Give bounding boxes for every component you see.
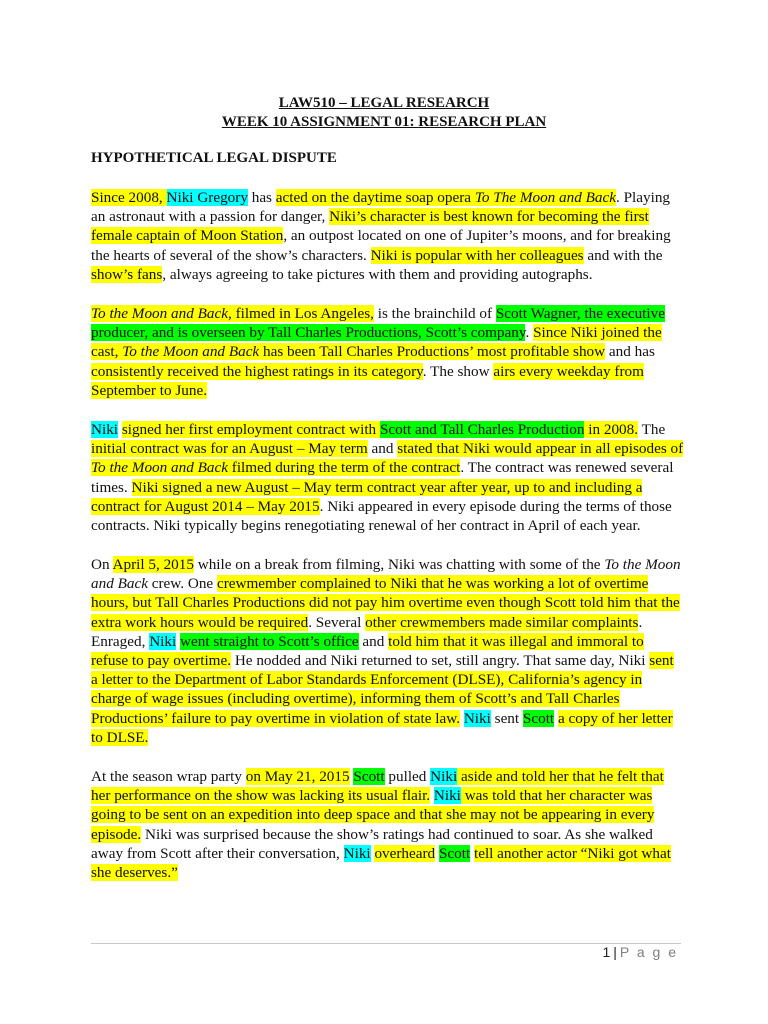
highlighted-text: To the Moon and Back [91, 459, 228, 477]
text-run: and has [605, 343, 655, 361]
highlighted-text: Niki [91, 421, 119, 438]
highlighted-text: female captain of Moon Station [91, 227, 284, 245]
text-run: . The contract was renewed several [460, 459, 674, 477]
text-line [91, 342, 681, 361]
text-run: away from Scott after their conversation, [91, 844, 344, 862]
highlighted-text: episode. [91, 825, 142, 843]
text-run: Enraged, [91, 632, 150, 650]
highlighted-text: To the Moon and Back [91, 305, 228, 322]
text-run: . [638, 613, 643, 631]
highlighted-text: on May 21, 2015 [245, 768, 350, 785]
highlighted-text: to DLSE. [91, 728, 149, 746]
highlighted-text: hours, but Tall Charles Productions did not pay him overtime even though Scott told him that the [91, 594, 680, 612]
page-label: P a g e [619, 944, 678, 960]
highlighted-text: initial contract was for an August – May term [91, 440, 368, 458]
highlighted-text: signed her first employment contract with [121, 421, 380, 438]
text-run: times. [91, 478, 132, 496]
text-line [91, 651, 681, 670]
text-run: is the brainchild of [373, 305, 496, 322]
highlighted-text: extra work hours would be required [91, 613, 309, 631]
highlighted-text: has been Tall Charles Productions’ most profitable show [259, 343, 606, 361]
text-run: . Niki appeared in every episode during the terms of those [319, 497, 672, 515]
highlighted-text: she deserves.” [91, 863, 178, 881]
text-line [91, 555, 681, 574]
text-run: Niki was surprised because the show’s ratings had continued to soar. As she walked [141, 825, 653, 843]
text-line [91, 516, 681, 535]
text-line [91, 420, 681, 439]
text-run: while on a break from filming, Niki was chatting with some of the [193, 556, 605, 573]
highlighted-text: crewmember complained to Niki that he was working a lot of overtime [216, 575, 649, 593]
highlighted-text: cast, [91, 343, 123, 361]
highlighted-text: Niki’s character is best known for becoming the first [329, 208, 649, 226]
text-run: . The show [422, 362, 494, 380]
text-run: crew. One [147, 575, 217, 593]
paragraph-5 [91, 767, 681, 882]
text-line [91, 478, 681, 497]
highlighted-text: acted on the daytime soap opera [275, 189, 475, 206]
text-line [91, 458, 681, 477]
highlighted-text: Scott [353, 768, 385, 785]
highlighted-text: charge of wage issues (including overtime), informing them of Scott’s and Tall Charles [91, 690, 620, 708]
text-line [91, 304, 681, 323]
text-line [91, 767, 681, 786]
highlighted-text: Niki signed a new August – May term contract year after year, up to and including a [131, 478, 643, 496]
section-heading: HYPOTHETICAL LEGAL DISPUTE [91, 150, 337, 166]
text-line [91, 362, 681, 381]
highlighted-text: September to June. [91, 381, 207, 399]
highlighted-text: overheard [374, 844, 436, 862]
highlighted-text: told him that it was illegal and immoral to [388, 632, 644, 650]
page-number: 1 [602, 944, 611, 960]
highlighted-text: Productions’ failure to pay overtime in violation of state law. [91, 709, 461, 727]
page-footer [602, 944, 678, 960]
highlighted-text: Scott and Tall Charles Production [379, 421, 585, 438]
paragraph-2 [91, 304, 681, 400]
footer-divider [91, 943, 681, 944]
text-run: , always agreeing to take pictures with them and providing autographs. [162, 265, 593, 283]
highlighted-text: her performance on the show was lacking its usual flair. [91, 787, 431, 805]
text-run: contracts. Niki typically begins renegotiating renewal of her contract in April of each year. [91, 516, 641, 534]
highlighted-text: Scott [522, 709, 555, 727]
highlighted-text: Since Niki joined the [533, 324, 662, 342]
highlighted-text: Niki [433, 787, 461, 805]
paragraph-3 [91, 420, 684, 535]
text-line [91, 709, 681, 728]
highlighted-text: Since 2008, [91, 189, 167, 206]
text-run: At the season wrap party [91, 768, 246, 785]
text-line [91, 188, 681, 207]
text-line [91, 689, 681, 708]
highlighted-text: , filmed in Los Angeles, [227, 305, 374, 322]
text-line [91, 786, 681, 805]
text-run: . [525, 324, 534, 342]
highlighted-text: filmed during the term of the contract [227, 459, 461, 477]
text-run: pulled [384, 768, 431, 785]
text-line [91, 574, 681, 593]
highlighted-text: Niki [430, 768, 458, 785]
text-run: On [91, 556, 113, 573]
text-run: The [638, 421, 666, 438]
highlighted-text: a copy of her letter [557, 709, 673, 727]
highlighted-text: was told that her character was [460, 787, 653, 805]
text-run: To the Moon [604, 556, 681, 573]
text-run: , an outpost located on one of Jupiter’s moons, and for breaking [283, 227, 671, 245]
footer-separator: | [613, 944, 617, 960]
text-run: an astronaut with a passion for danger, [91, 208, 330, 226]
highlighted-text: To The Moon and Back [474, 189, 616, 206]
text-run: has [247, 189, 276, 206]
text-line [91, 246, 681, 265]
text-line [91, 207, 681, 226]
text-line [91, 825, 681, 844]
text-line [91, 593, 681, 612]
text-line [91, 265, 681, 284]
text-line [91, 632, 681, 651]
text-line [91, 805, 681, 824]
highlighted-text: Niki is popular with her colleagues [370, 246, 584, 264]
text-run: He nodded and Niki returned to set, still angry. That same day, Niki [231, 651, 650, 669]
text-line [91, 226, 681, 245]
paragraph-1 [91, 188, 681, 284]
text-line [91, 497, 681, 516]
text-run: and [367, 440, 398, 458]
highlighted-text: Niki [149, 632, 177, 650]
highlighted-text: producer, and is overseen by Tall Charles Productions, Scott’s company [91, 324, 526, 342]
text-run: and with the [583, 246, 663, 264]
text-line [91, 439, 684, 458]
text-run: and Back [91, 575, 148, 593]
text-line [91, 323, 681, 342]
text-line [91, 728, 681, 747]
highlighted-text: aside and told her that he felt that [457, 768, 664, 785]
text-line [91, 844, 681, 863]
text-run: the hearts of several of the show’s characters. [91, 246, 371, 264]
highlighted-text: To the Moon and Back [122, 343, 260, 361]
highlighted-text: Niki [343, 844, 371, 862]
highlighted-text: in 2008. [584, 421, 639, 438]
highlighted-text: a letter to the Department of Labor Standards Enforcement (DLSE), California’s agency in [91, 671, 643, 689]
text-run: sent [490, 709, 523, 727]
highlighted-text: airs every weekday from [493, 362, 644, 380]
text-line [91, 863, 681, 882]
document-title-line-1: LAW510 – LEGAL RESEARCH [278, 95, 490, 111]
highlighted-text: tell another actor “Niki got what [473, 844, 671, 862]
highlighted-text: sent [649, 651, 674, 669]
highlighted-text: contract for August 2014 – May 2015 [91, 497, 320, 515]
highlighted-text: Niki [463, 709, 491, 727]
text-run: . Playing [616, 189, 671, 206]
highlighted-text: Niki Gregory [166, 189, 248, 206]
highlighted-text: refuse to pay overtime. [91, 651, 232, 669]
highlighted-text: Scott Wagner, the executive [495, 305, 665, 322]
text-run: and [358, 632, 389, 650]
text-run: . Several [308, 613, 366, 631]
paragraph-4 [91, 555, 681, 747]
text-line [91, 381, 681, 400]
highlighted-text: show’s fans [91, 265, 163, 283]
highlighted-text: Scott [438, 844, 471, 862]
highlighted-text: consistently received the highest ratings in its category [91, 362, 423, 380]
highlighted-text: going to be sent on an expedition into deep space and that she may not be appearing in every [91, 806, 655, 824]
highlighted-text: stated that Niki would appear in all episodes of [397, 440, 684, 458]
text-line [91, 613, 681, 632]
document-title-line-2: WEEK 10 ASSIGNMENT 01: RESEARCH PLAN [221, 114, 547, 130]
highlighted-text: other crewmembers made similar complaints [365, 613, 639, 631]
highlighted-text: April 5, 2015 [112, 556, 194, 573]
text-line [91, 670, 681, 689]
highlighted-text: went straight to Scott’s office [180, 632, 359, 650]
